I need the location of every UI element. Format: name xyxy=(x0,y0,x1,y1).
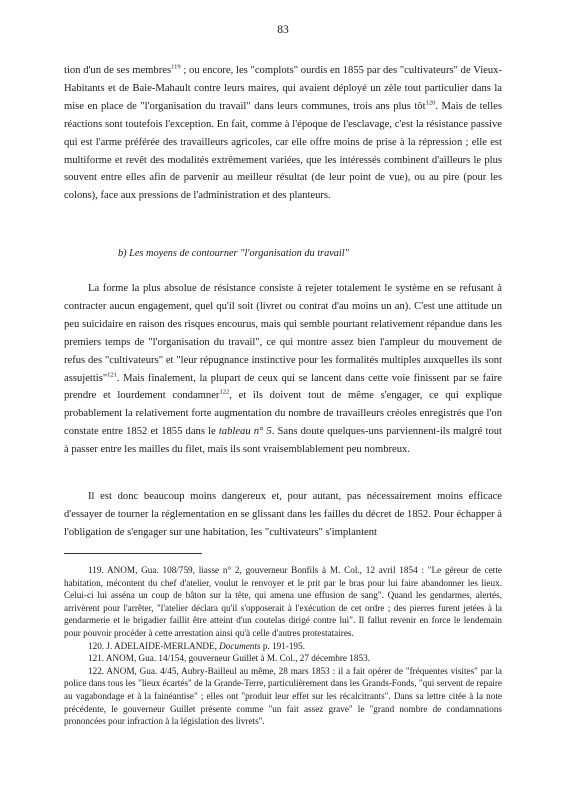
paragraph-3-text: Il est donc beaucoup moins dangereux et, pour autant, pas nécessairement moins efficace d'essayer de tourner la réglementation en se glissant dans les failles du décret de 1852. Pour échapper à l'obligation de s'engager sur une habitation, les "cultivateurs" s'implantent xyxy=(64,491,502,538)
paragraph-2-text-c: , et ils doivent tout de même s'engager, ce qui explique probablement la relativement forte augmentation du nombre de travailleurs créoles enregistrés que l'on constate entre 1852 et 1855 dans le xyxy=(64,390,502,438)
footnote-ref-121[interactable]: 121 xyxy=(107,371,117,378)
page-number: 83 xyxy=(277,24,289,36)
footnote-120-text-a: 120. J. ADELAIDE-MERLANDE, xyxy=(88,640,220,651)
paragraph-1-text-b: ; ou encore, les "complots" ourdis en 1855 par des "cultivateurs" de Vieux-Habitants et de Baie-Mahault contre leurs maires, qui avaient déployé un zèle tout particulier dans la mise en place de "l'organisation du travail" dans leurs communes, trois ans plus tôt xyxy=(64,65,503,112)
paragraph-3 xyxy=(64,488,502,542)
footnote-119: 119. ANOM, Gua. 108/759, liasse n° 2, gouverneur Bonfils à M. Col., 12 avril 1854 : "Le géreur de cette habitation, mécontent du chef d'atelier, voulut le renvoyer et le prit par le bras pour lui faire abandonner les lieux. Celui-ci lui asséna un coup de bâton sur la tête, qui amena une effusion de sang". Quand les gendarmes, alertés, arrivèrent pour l'arrêter, "l'atelier déclara qu'il s'opposerait à l'exécution de cet ordre ; des pierres furent jetées à la gendarmerie et le brigadier faillit être atteint d'un coutelas dirigé contre lui". Il fallut revenir en force le lendemain pour pouvoir procéder à cette arrestation ainsi qu'à celle d'autres protestataires. xyxy=(64,565,502,638)
table-reference: tableau n° 5 xyxy=(218,426,272,438)
paragraph-1-text-a: tion d'un de ses membres xyxy=(64,65,172,76)
paragraph-1-text-c: . Mais de telles réactions sont toutefois l'exception. En fait, comme à l'époque de l'esclavage, c'est la résistance passive qui est l'arme préférée des travailleurs agricoles, car elle offre moins de prise à la répression ; elle est multiforme et revêt des modalités extrêmement variées, que les intéressés combinent d'ailleurs le plus souvent entre elles afin de parvenir au meilleur résultat (de leur point de vue), ou au pire (pour les colons), face aux pressions de l'administration et des planteurs. xyxy=(64,100,503,202)
footnote-separator xyxy=(64,553,202,554)
section-label: b) xyxy=(118,248,127,259)
paragraph-2 xyxy=(64,280,502,459)
footnote-ref-122[interactable]: 122 xyxy=(219,388,230,396)
footnotes xyxy=(64,564,502,728)
footnote-122: 122. ANOM, Gua. 4/45, Aubry-Bailleul au même, 28 mars 1853 : il a fait opérer de "fréquentes visites" par la police dans tous les "lieux écartés" de la Grande-Terre, particulièrement dans les Grands-Fonds, "qui servent de repaire au vagabondage et à la fainéantise" ; elles ont "produit leur effet sur les récalcitrants". Dans sa lettre citée à la note précédente, le gouverneur Guillet présente comme "un fait assez grave" le "grand nombre de condamnations prononcées pour infraction à la législation des livrets". xyxy=(64,665,502,727)
footnote-121: 121. ANOM, Gua. 14/154, gouverneur Guillet à M. Col., 27 décembre 1853. xyxy=(88,653,370,664)
footnote-ref-119[interactable]: 119 xyxy=(171,63,181,71)
paragraph-2-text-a: La forme la plus absolue de résistance consiste à rejeter totalement le système en se refusant à contracter aucun engagement, quel qu'il soit (livret ou contrat d'au moins un an). C'est une attitude un peu suicidaire en raison des risques encourus, mais qui semble pourtant relativement répandue dans les premiers temps de "l'organisation du travail", ce qui montre assez bien l'ampleur du mouvement de refus des "cultivateurs" et "leur répugnance instinctive pour les formalités multiples auxquelles ils sont assujettis" xyxy=(64,283,502,384)
footnote-120 xyxy=(64,640,502,653)
section-title: Les moyens de contourner "l'organisation du travail" xyxy=(129,248,349,259)
paragraph-2-text-b: . Mais finalement, la plupart de ceux qui se lancent dans cette voie finissent par se faire prendre et lourdement condamner xyxy=(64,372,502,402)
section-heading xyxy=(118,248,349,259)
footnote-120-title: Documents xyxy=(219,640,261,651)
paragraph-1 xyxy=(64,62,502,205)
paragraph-2-text-d: . Sans doute quelques-uns parviennent-ils malgré tout à passer entre les mailles du filet, mais ils sont vraisemblablement peu nombreux. xyxy=(64,426,502,456)
footnote-ref-120[interactable]: 120 xyxy=(425,99,436,107)
footnote-120-text-b: p. 191-195. xyxy=(260,640,305,651)
